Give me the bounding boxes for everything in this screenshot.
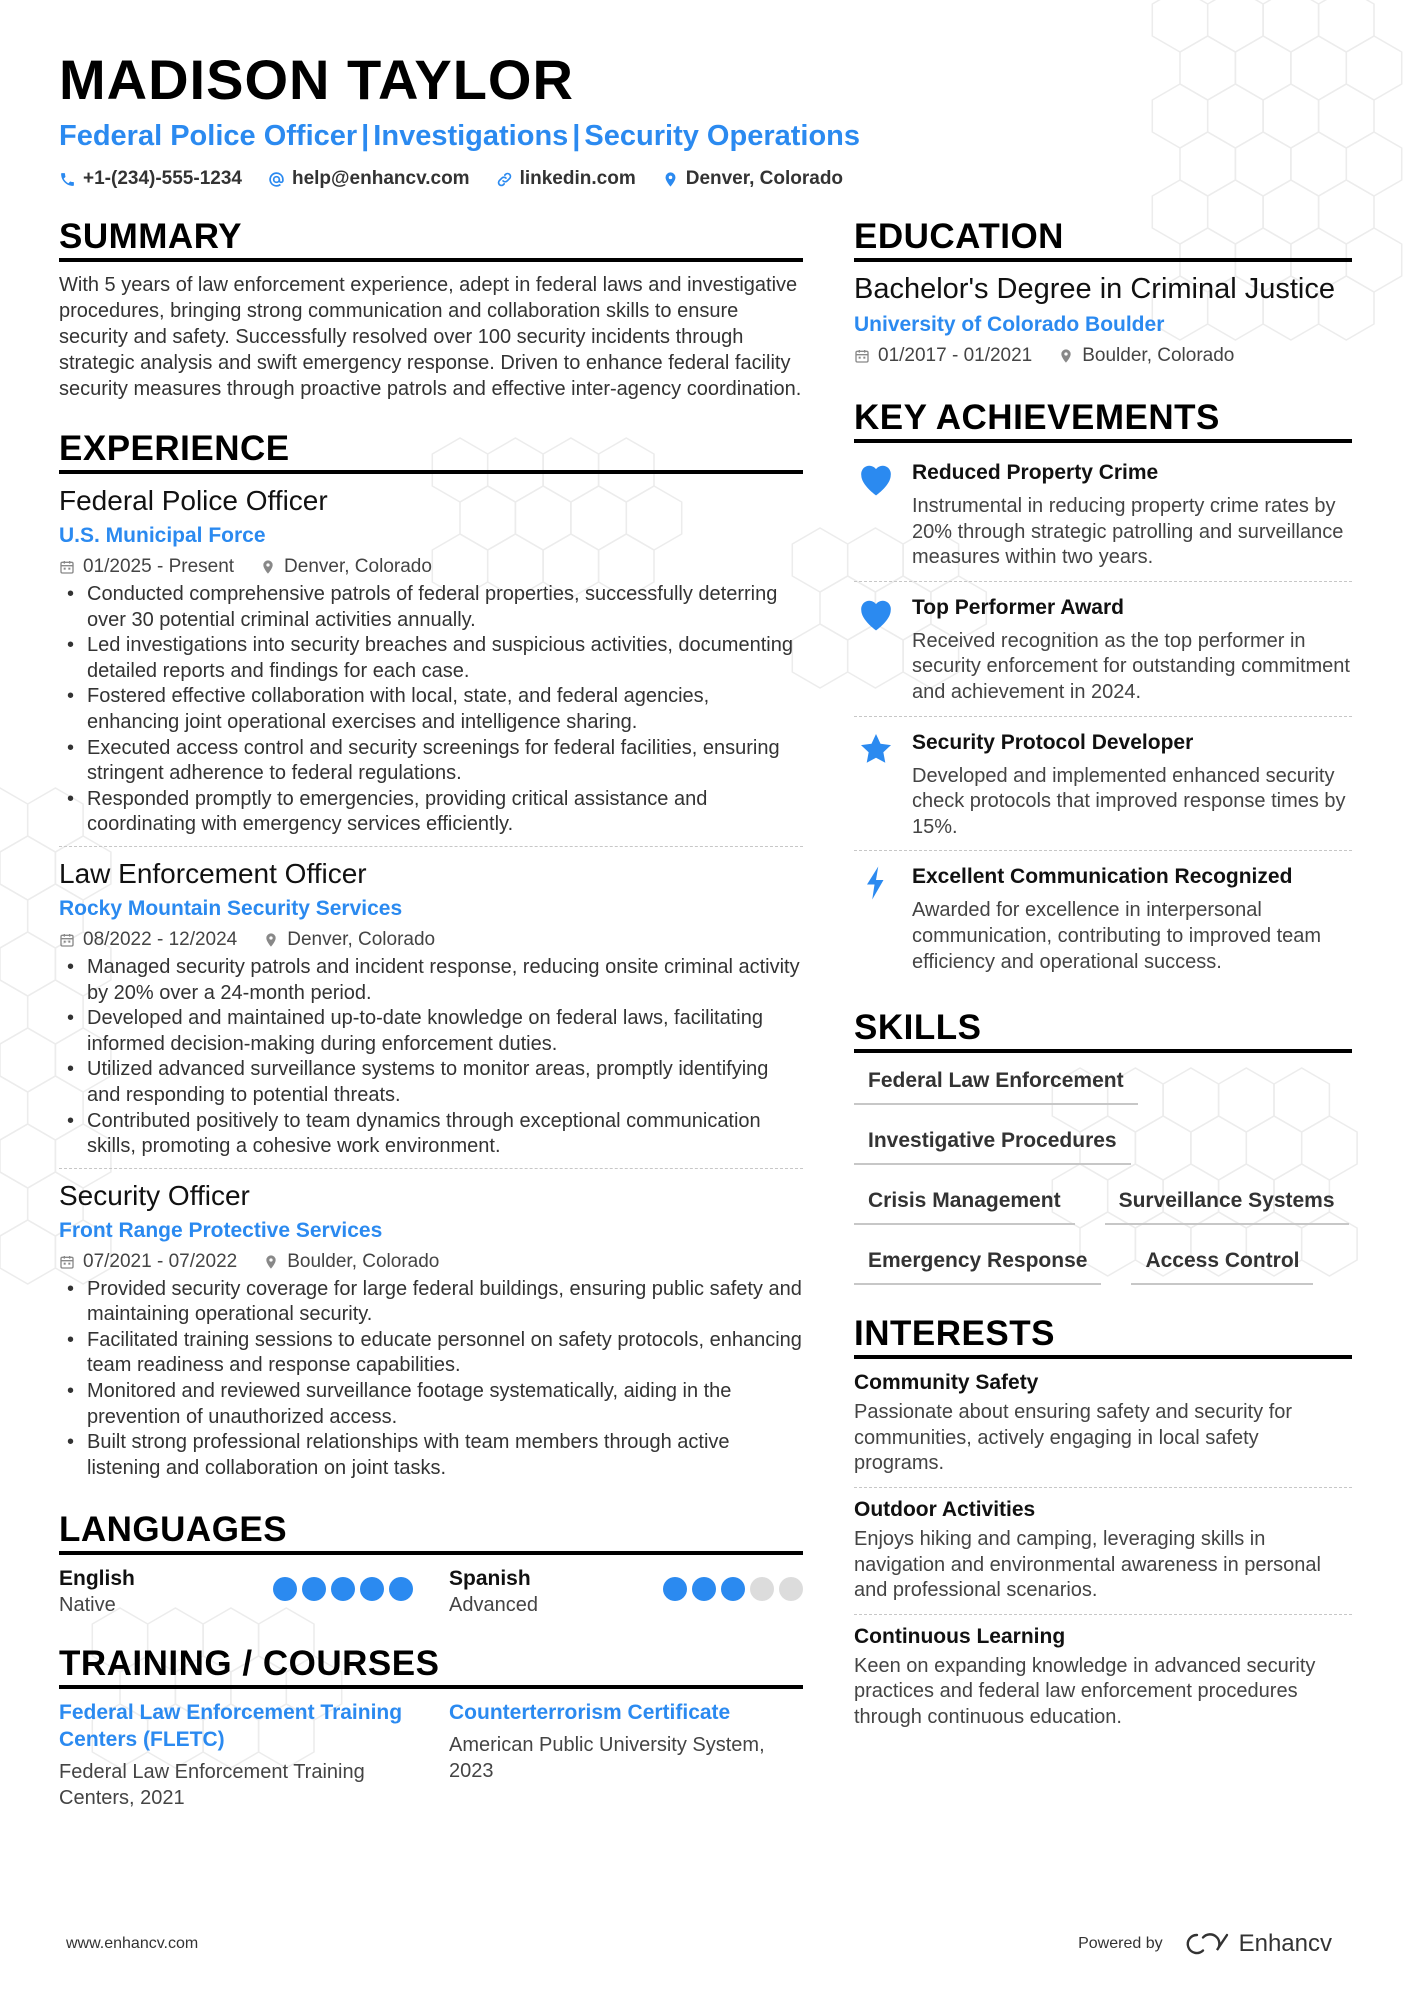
achievement-desc: Developed and implemented enhanced security check protocols that improved response times by 15%. [912, 764, 1346, 838]
footer-website-link[interactable]: www.enhancv.com [66, 1935, 199, 1952]
achievement-title: Excellent Communication Recognized [912, 865, 1293, 889]
education-section [854, 216, 1352, 369]
job-location-text: Boulder, Colorado [287, 1250, 440, 1272]
contact-linkedin-text: linkedin.com [519, 168, 636, 189]
headline-separator: | [361, 120, 370, 152]
rating-dot-filled [389, 1577, 413, 1601]
education-meta [854, 343, 1352, 369]
hexagon-decoration [1346, 228, 1401, 292]
brand-name: Enhancv [1238, 1930, 1332, 1957]
at-icon [268, 171, 285, 188]
resume-header [59, 46, 1359, 190]
hexagon-decoration [0, 932, 55, 996]
rating-dot-filled [360, 1577, 384, 1601]
language-rating [273, 1577, 413, 1601]
hexagon-decoration [0, 980, 28, 1044]
language-rating [663, 1577, 803, 1601]
summary-heading: SUMMARY [59, 216, 803, 262]
contact-bar [59, 168, 1359, 190]
interest-desc: Enjoys hiking and camping, leveraging skills in navigation and environmental awareness in personal and professional scenarios. [854, 1527, 1321, 1602]
job-dates [59, 1249, 237, 1275]
languages-heading: LANGUAGES [59, 1509, 803, 1555]
hexagon-decoration [1208, 0, 1263, 52]
contact-location [662, 168, 843, 190]
calendar-icon [59, 559, 75, 575]
headline-separator: | [572, 120, 581, 152]
training-org: Federal Law Enforcement Training Centers, 2021 [59, 1761, 365, 1810]
rating-dot-filled [273, 1577, 297, 1601]
job-bullets [59, 955, 803, 1160]
education-location [1058, 343, 1234, 369]
education-dates [854, 343, 1032, 369]
interest-title: Outdoor Activities [854, 1497, 1036, 1521]
job-bullet: • Developed and maintained up-to-date knowledge on federal laws, facilitating informed decision-making during enforcement duties. [59, 1006, 803, 1057]
experience-heading: EXPERIENCE [59, 428, 803, 474]
contact-location-text: Denver, Colorado [685, 168, 844, 189]
job-dates-text: 07/2021 - 07/2022 [83, 1250, 238, 1272]
job-title: Law Enforcement Officer [59, 857, 367, 889]
job-bullet: • Provided security coverage for large federal buildings, ensuring public safety and maintaining operational security. [59, 1277, 803, 1328]
education-heading: EDUCATION [854, 216, 1352, 262]
languages-section [59, 1509, 803, 1619]
star-icon [856, 731, 896, 767]
language-item [59, 1565, 413, 1619]
job-dates [59, 927, 237, 953]
language-level: Advanced [449, 1594, 538, 1617]
rating-dot-filled [331, 1577, 355, 1601]
company-name: Front Range Protective Services [59, 1218, 383, 1242]
training-list [59, 1699, 803, 1811]
location-icon [662, 171, 679, 188]
headline-part: Investigations [373, 120, 569, 152]
job-bullet: • Built strong professional relationships with team members through active listening and collaboration on joint tasks. [59, 1430, 803, 1481]
job-bullet: • Conducted comprehensive patrols of federal properties, successfully deterring over 30 potential criminal activities annually. [59, 582, 803, 633]
calendar-icon [854, 348, 870, 364]
job-entry [59, 1168, 803, 1490]
job-entry [59, 484, 803, 846]
company-name: U.S. Municipal Force [59, 524, 266, 547]
hexagon-decoration [1319, 0, 1374, 52]
candidate-name: MADISON TAYLOR [59, 48, 574, 111]
job-bullets [59, 1277, 803, 1482]
footer [66, 1930, 1332, 1958]
hexagon-decoration [0, 1076, 28, 1140]
job-dates-text: 01/2025 - Present [83, 556, 235, 577]
interest-item [854, 1369, 1352, 1487]
contact-linkedin[interactable] [496, 168, 636, 190]
language-list [59, 1565, 803, 1619]
achievement-item [854, 850, 1352, 985]
education-dates-text: 01/2017 - 01/2021 [878, 345, 1033, 366]
headline-part: Federal Police Officer [59, 120, 358, 152]
rating-dot-filled [692, 1577, 716, 1601]
interest-item [854, 1487, 1352, 1614]
achievement-item [854, 453, 1352, 581]
job-meta [59, 927, 803, 953]
job-bullet: • Managed security patrols and incident response, reducing onsite criminal activity by 20% over a 24-month period. [59, 955, 803, 1006]
job-meta [59, 554, 803, 580]
job-bullet: • Facilitated training sessions to educate personnel on safety protocols, enhancing team readiness and response capabilities. [59, 1328, 803, 1379]
education-school: University of Colorado Boulder [854, 313, 1165, 336]
summary-section [59, 216, 803, 402]
hexagon-decoration [0, 1172, 28, 1236]
skills-section [854, 1007, 1352, 1285]
interest-desc: Passionate about ensuring safety and security for communities, actively engaging in local safety programs. [854, 1401, 1293, 1475]
contact-email-text: help@enhancv.com [291, 168, 470, 189]
headline [59, 118, 1359, 154]
link-icon [496, 171, 513, 188]
skill-tag: Federal Law Enforcement [854, 1067, 1138, 1105]
contact-phone-text: +1-(234)-555-1234 [83, 168, 242, 189]
hexagon-decoration [1152, 0, 1207, 52]
training-org: American Public University System, 2023 [449, 1734, 765, 1783]
language-name: English [59, 1567, 135, 1591]
job-bullet: • Executed access control and security screenings for federal facilities, ensuring stringent adherence to federal regulations. [59, 736, 803, 787]
location-icon [260, 559, 276, 575]
education-location-text: Boulder, Colorado [1082, 345, 1235, 366]
achievements-section [854, 397, 1352, 985]
contact-email[interactable] [268, 168, 470, 190]
hexagon-decoration [0, 836, 55, 900]
calendar-icon [59, 1254, 75, 1270]
training-heading: TRAINING / COURSES [59, 1643, 803, 1689]
enhancv-logo[interactable] [1183, 1930, 1332, 1958]
job-meta [59, 1249, 803, 1275]
skill-list [854, 1063, 1352, 1285]
powered-by-text: Powered by [1078, 1935, 1163, 1952]
left-column [59, 216, 803, 1811]
experience-section [59, 428, 803, 1489]
hexagon-decoration [0, 1220, 55, 1284]
heart-icon [856, 461, 896, 497]
language-name: Spanish [449, 1567, 531, 1591]
job-title: Federal Police Officer [59, 485, 328, 516]
interests-heading: INTERESTS [854, 1313, 1352, 1359]
headline-part: Security Operations [584, 120, 861, 152]
training-item [449, 1699, 803, 1811]
job-bullet: • Led investigations into security breaches and suspicious activities, documenting detailed reports and findings for each case. [59, 633, 803, 684]
hexagon-decoration [1263, 0, 1319, 52]
rating-dot-filled [302, 1577, 326, 1601]
job-bullet: • Fostered effective collaboration with local, state, and federal agencies, enhancing joint operational exercises and intelligence sharing. [59, 684, 803, 735]
interest-title: Community Safety [854, 1371, 1039, 1395]
job-title: Security Officer [59, 1179, 250, 1211]
job-bullet: • Utilized advanced surveillance systems to monitor areas, promptly identifying and responding to potential threats. [59, 1057, 803, 1108]
location-icon [1058, 348, 1074, 364]
training-title: Counterterrorism Certificate [449, 1701, 731, 1725]
phone-icon [59, 171, 76, 188]
language-level: Native [59, 1594, 116, 1617]
contact-phone[interactable] [59, 168, 242, 190]
training-title: Federal Law Enforcement Training Centers (FLETC) [59, 1701, 403, 1752]
job-bullet: • Monitored and reviewed surveillance footage systematically, aiding in the prevention of unauthorized access. [59, 1379, 803, 1430]
interest-item [854, 1614, 1352, 1741]
skill-tag: Surveillance Systems [1105, 1187, 1349, 1225]
achievement-title: Security Protocol Developer [912, 730, 1194, 754]
job-location-text: Denver, Colorado [287, 928, 436, 950]
summary-text: With 5 years of law enforcement experience, adept in federal laws and investigative procedures, bringing strong communication and collaboration skills to ensure security and safety. Successfully resolved over 100 security incidents through strategic analysis and swift emergency response. Driven to enhance federal facility security measures through proactive patrols and effective inter-agency coordination. [59, 274, 802, 400]
achievement-item [854, 716, 1352, 851]
heart-icon [856, 596, 896, 632]
rating-dot-empty [750, 1577, 774, 1601]
hexagon-decoration [0, 788, 28, 852]
job-bullet: • Responded promptly to emergencies, providing critical assistance and coordinating with emergency services efficiently. [59, 787, 803, 838]
hexagon-decoration [0, 884, 28, 948]
skill-tag: Access Control [1131, 1247, 1313, 1285]
rating-dot-filled [663, 1577, 687, 1601]
job-entry [59, 846, 803, 1168]
location-icon [263, 1254, 279, 1270]
footer-brand [1078, 1930, 1332, 1958]
interest-title: Continuous Learning [854, 1624, 1066, 1648]
job-bullet: • Contributed positively to team dynamics through exceptional communication skills, promoting a cohesive work environment. [59, 1109, 803, 1160]
hexagon-decoration [0, 1028, 55, 1092]
training-item [59, 1699, 413, 1811]
skills-heading: SKILLS [854, 1007, 1352, 1053]
job-location-text: Denver, Colorado [284, 556, 432, 577]
job-dates-text: 08/2022 - 12/2024 [83, 928, 238, 950]
job-location [263, 1249, 439, 1275]
education-degree: Bachelor's Degree in Criminal Justice [854, 273, 1336, 305]
interests-section [854, 1313, 1352, 1740]
achievement-title: Top Performer Award [912, 595, 1124, 619]
job-dates [59, 554, 234, 580]
enhancv-logo-icon [1183, 1931, 1231, 1957]
skill-tag: Crisis Management [854, 1187, 1075, 1225]
achievement-desc: Received recognition as the top performer in security enforcement for outstanding commitment and achievement in 2024. [912, 629, 1350, 703]
training-section [59, 1643, 803, 1811]
achievement-desc: Instrumental in reducing property crime rates by 20% through strategic patrolling and surveillance measures within two years. [912, 495, 1344, 569]
skill-tag: Investigative Procedures [854, 1127, 1131, 1165]
right-column [854, 216, 1352, 1740]
calendar-icon [59, 932, 75, 948]
lightning-icon [856, 865, 896, 901]
interest-desc: Keen on expanding knowledge in advanced security practices and federal law enforcement procedures through continuous education. [854, 1654, 1316, 1728]
job-location [263, 927, 435, 953]
job-location [260, 554, 432, 580]
hexagon-decoration [0, 1124, 55, 1188]
location-icon [263, 932, 279, 948]
job-bullets [59, 582, 803, 838]
achievement-item [854, 581, 1352, 716]
company-name: Rocky Mountain Security Services [59, 896, 403, 920]
rating-dot-filled [721, 1577, 745, 1601]
achievements-heading: KEY ACHIEVEMENTS [854, 397, 1352, 443]
skill-tag: Emergency Response [854, 1247, 1101, 1285]
rating-dot-empty [779, 1577, 803, 1601]
achievement-desc: Awarded for excellence in interpersonal communication, contributing to improved team efficiency and operational success. [912, 899, 1322, 973]
language-item [449, 1565, 803, 1619]
achievement-title: Reduced Property Crime [912, 461, 1159, 484]
